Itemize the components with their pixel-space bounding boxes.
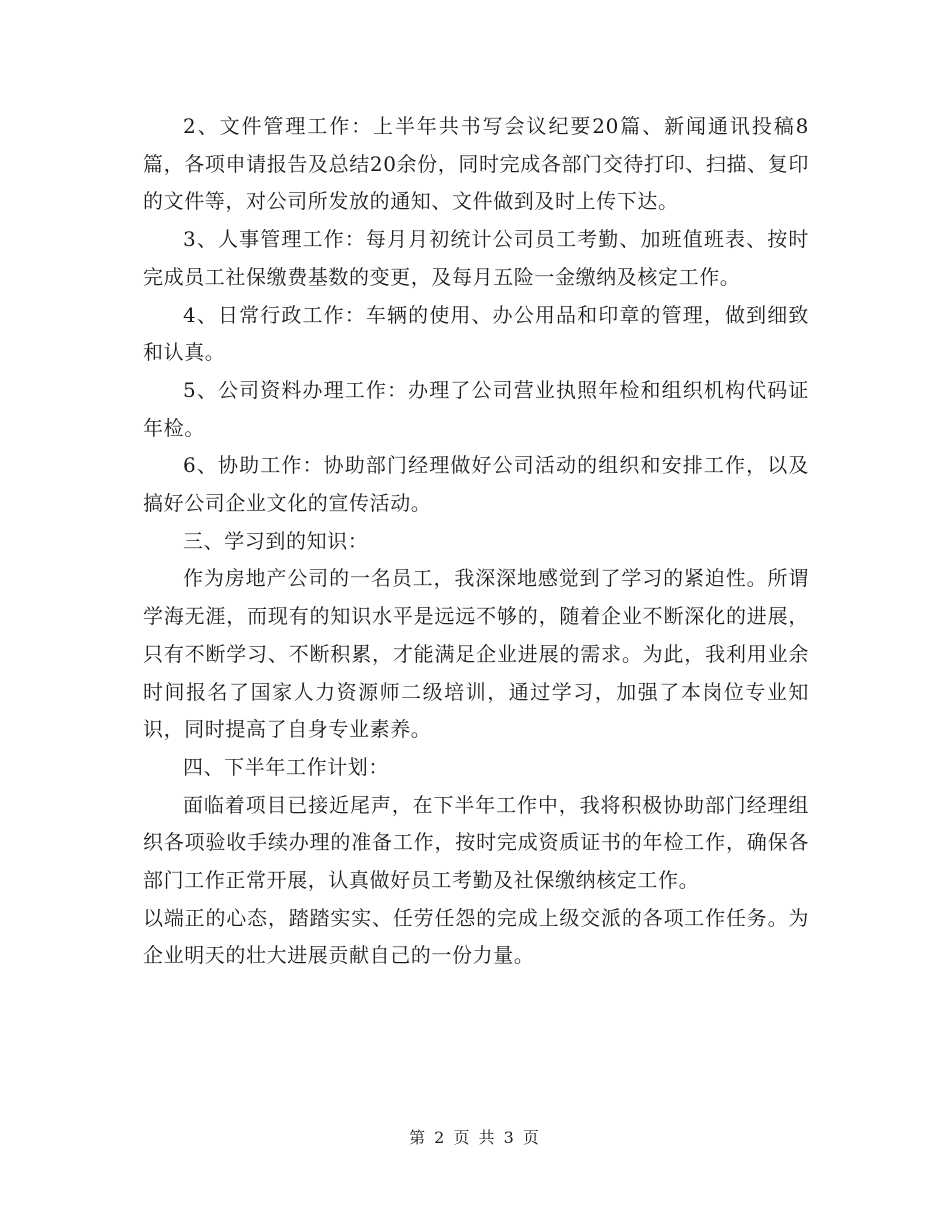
paragraph-knowledge: 作为房地产公司的一名员工，我深深地感觉到了学习的紧迫性。所谓学海无涯，而现有的知识水平是远远不够的，随着企业不断深化的进展，只有不断学习、不断积累，才能满足企业进展的需求。为此，我利用业余时间报名了国家人力资源师二级培训，通过学习，加强了本岗位专业知识，同时提高了自身专业素养。 [143,566,809,742]
paragraph-closing: 以端正的心态，踏踏实实、任劳任怨的完成上级交派的各项工作任务。为企业明天的壮大进展贡献自己的一份力量。 [143,905,809,968]
document-body [143,108,809,975]
section-heading-knowledge: 三、学习到的知识： [183,528,369,553]
paragraph-daily-admin: 4、日常行政工作：车辆的使用、办公用品和印章的管理，做到细致和认真。 [143,302,809,365]
page-number-footer: 第 2 页 共 3 页 [409,1128,541,1147]
paragraph-company-documents: 5、公司资料办理工作：办理了公司营业执照年检和组织机构代码证年检。 [143,377,809,440]
paragraph-assistance-work: 6、协助工作：协助部门经理做好公司活动的组织和安排工作，以及搞好公司企业文化的宣传活动。 [143,453,809,516]
paragraph-file-management: 2、文件管理工作：上半年共书写会议纪要20篇、新闻通讯投稿8篇，各项申请报告及总结20余份，同时完成各部门交待打印、扫描、复印的文件等，对公司所发放的通知、文件做到及时上传下达。 [143,114,809,214]
paragraph-hr-management: 3、人事管理工作：每月月初统计公司员工考勤、加班值班表、按时完成员工社保缴费基数的变更，及每月五险一金缴纳及核定工作。 [143,227,809,289]
section-heading-plan: 四、下半年工作计划： [183,754,389,779]
paragraph-plan: 面临着项目已接近尾声，在下半年工作中，我将积极协助部门经理组织各项验收手续办理的准备工作，按时完成资质证书的年检工作，确保各部门工作正常开展，认真做好员工考勤及社保缴纳核定工作。 [143,792,809,893]
